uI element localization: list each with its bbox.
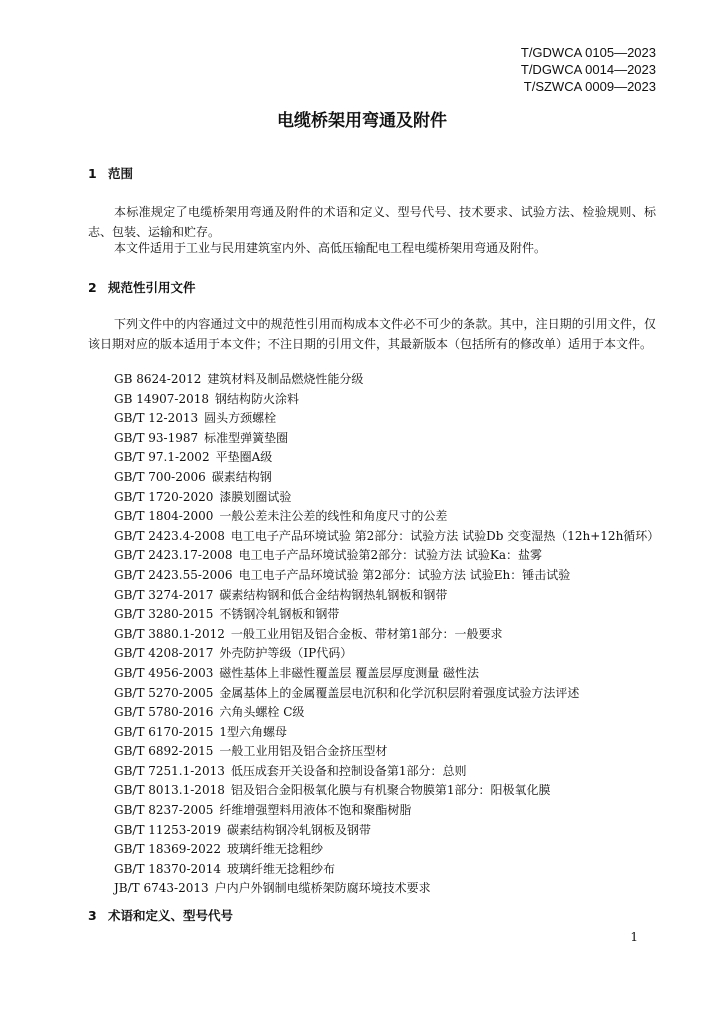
reference-code: GB/T 8237-2005 bbox=[114, 803, 214, 818]
reference-item bbox=[114, 546, 659, 566]
reference-code: GB/T 93-1987 bbox=[114, 430, 199, 445]
reference-title: 一般公差未注公差的线性和角度尺寸的公差 bbox=[219, 509, 448, 524]
reference-item bbox=[114, 801, 659, 821]
reference-title: 1型六角螺母 bbox=[219, 724, 288, 739]
reference-code: GB/T 7251.1-2013 bbox=[114, 763, 225, 778]
reference-item bbox=[114, 664, 659, 684]
section-number: 2 bbox=[88, 280, 97, 295]
reference-title: 钢结构防火涂料 bbox=[215, 391, 300, 406]
reference-title: 建筑材料及制品燃烧性能分级 bbox=[207, 372, 364, 386]
reference-item bbox=[114, 468, 659, 488]
reference-item bbox=[114, 781, 659, 801]
reference-title: 碳素结构钢和低合金结构钢热轧钢板和钢带 bbox=[219, 587, 448, 602]
reference-code: GB/T 4956-2003 bbox=[114, 665, 214, 680]
reference-item bbox=[114, 723, 659, 743]
reference-code: GB/T 18370-2014 bbox=[114, 861, 222, 876]
reference-code: GB/T 3280-2015 bbox=[114, 607, 214, 622]
reference-item bbox=[114, 566, 659, 586]
normative-intro-paragraph: 下列文件中的内容通过文中的规范性引用而构成本文件必不可少的条款。其中，注日期的引用文件，仅该日期对应的版本适用于本文件；不注日期的引用文件，其最新版本（包括所有的修改单）适用于本文件。 bbox=[88, 317, 656, 351]
reference-code: GB/T 2423.55-2006 bbox=[114, 567, 233, 582]
standard-code: T/GDWCA 0105—2023 bbox=[520, 45, 656, 60]
reference-code: GB/T 8013.1-2018 bbox=[114, 783, 225, 798]
reference-item bbox=[114, 409, 659, 429]
section-heading-normative-references bbox=[88, 278, 196, 296]
reference-title: 六角头螺栓 C级 bbox=[219, 705, 305, 720]
reference-item bbox=[114, 644, 659, 664]
reference-item bbox=[114, 703, 659, 723]
document-title: 电缆桥架用弯通及附件 bbox=[277, 111, 447, 131]
reference-code: GB/T 11253-2019 bbox=[114, 822, 222, 837]
reference-title: 铝及铝合金阳极氧化膜与有机聚合物膜第1部分：阳极氧化膜 bbox=[230, 783, 551, 798]
reference-item bbox=[114, 625, 659, 645]
section-title: 范围 bbox=[108, 166, 134, 181]
reference-code: GB/T 12-2013 bbox=[114, 411, 199, 426]
reference-item bbox=[114, 390, 659, 410]
reference-code: GB/T 4208-2017 bbox=[114, 646, 214, 661]
reference-title: 一般工业用铝及铝合金板、带材第1部分：一般要求 bbox=[230, 626, 503, 641]
reference-title: 金属基体上的金属覆盖层电沉积和化学沉积层附着强度试验方法评述 bbox=[219, 685, 580, 700]
reference-title: 圆头方颈螺栓 bbox=[204, 411, 277, 426]
reference-title: 电工电子产品环境试验第2部分：试验方法 试验Ka：盐雾 bbox=[238, 548, 543, 563]
reference-code: GB/T 6892-2015 bbox=[114, 744, 214, 759]
reference-title: 不锈钢冷轧钢板和钢带 bbox=[219, 607, 340, 622]
reference-title: 户内户外钢制电缆桥架防腐环境技术要求 bbox=[214, 881, 431, 896]
reference-title: 玻璃纤维无捻粗纱 bbox=[227, 842, 324, 857]
reference-title: 漆膜划圈试验 bbox=[219, 489, 292, 504]
reference-title: 碳素结构钢冷轧钢板及钢带 bbox=[227, 822, 372, 837]
reference-code: GB/T 6170-2015 bbox=[114, 724, 214, 739]
reference-title: 低压成套开关设备和控制设备第1部分：总则 bbox=[230, 763, 467, 778]
reference-item bbox=[114, 742, 659, 762]
reference-code: GB/T 18369-2022 bbox=[114, 842, 222, 857]
reference-title: 一般工业用铝及铝合金挤压型材 bbox=[219, 744, 388, 759]
reference-code: GB/T 3880.1-2012 bbox=[114, 626, 225, 641]
reference-code: GB/T 97.1-2002 bbox=[114, 450, 210, 465]
reference-list bbox=[114, 370, 659, 899]
reference-item bbox=[114, 821, 659, 841]
section-number: 1 bbox=[88, 166, 97, 181]
reference-code: GB/T 1720-2020 bbox=[114, 489, 214, 504]
reference-item bbox=[114, 429, 659, 449]
reference-item bbox=[114, 762, 659, 782]
reference-code: GB/T 1804-2000 bbox=[114, 509, 214, 524]
reference-item bbox=[114, 860, 659, 880]
standard-codes bbox=[521, 44, 656, 95]
reference-code: GB/T 5270-2005 bbox=[114, 685, 214, 700]
page-number: 1 bbox=[630, 930, 638, 944]
section-heading-terms bbox=[88, 906, 233, 924]
section-title: 规范性引用文件 bbox=[108, 280, 196, 295]
reference-item bbox=[114, 370, 659, 390]
reference-item bbox=[114, 879, 659, 899]
reference-item bbox=[114, 586, 659, 606]
reference-code: GB/T 5780-2016 bbox=[114, 705, 214, 720]
scope-paragraph: 本标准规定了电缆桥架用弯通及附件的术语和定义、型号代号、技术要求、试验方法、检验规则、标志、包装、运输和贮存。 bbox=[88, 205, 656, 239]
reference-title: 磁性基体上非磁性覆盖层 覆盖层厚度测量 磁性法 bbox=[219, 665, 480, 680]
reference-title: 标准型弹簧垫圈 bbox=[204, 430, 289, 445]
reference-code: GB/T 3274-2017 bbox=[114, 587, 214, 602]
section-title: 术语和定义、型号代号 bbox=[108, 908, 234, 923]
reference-title: 玻璃纤维无捻粗纱布 bbox=[227, 861, 336, 876]
reference-item bbox=[114, 448, 659, 468]
reference-title: 平垫圈A级 bbox=[215, 450, 273, 465]
scope-applicability-paragraph: 本文件适用于工业与民用建筑室内外、高低压输配电工程电缆桥架用弯通及附件。 bbox=[114, 241, 547, 255]
reference-code: JB/T 6743-2013 bbox=[114, 881, 209, 896]
reference-title: 外壳防护等级（IP代码） bbox=[219, 646, 353, 661]
standard-code: T/DGWCA 0014—2023 bbox=[520, 62, 656, 77]
section-heading-scope bbox=[88, 164, 133, 182]
reference-title: 电工电子产品环境试验 第2部分：试验方法 试验Db 交变湿热（12h+12h循环） bbox=[230, 528, 660, 543]
reference-title: 电工电子产品环境试验 第2部分：试验方法 试验Eh：锤击试验 bbox=[238, 567, 571, 582]
reference-title: 纤维增强塑料用液体不饱和聚酯树脂 bbox=[219, 803, 412, 818]
reference-title: 碳素结构钢 bbox=[211, 469, 272, 484]
reference-item bbox=[114, 684, 659, 704]
section-number: 3 bbox=[88, 908, 97, 923]
reference-item bbox=[114, 840, 659, 860]
reference-item bbox=[114, 527, 659, 547]
reference-item bbox=[114, 605, 659, 625]
reference-item bbox=[114, 488, 659, 508]
reference-item bbox=[114, 507, 659, 527]
reference-code: GB/T 2423.17-2008 bbox=[114, 548, 233, 563]
reference-code: GB 14907-2018 bbox=[114, 391, 209, 406]
reference-code: GB/T 2423.4-2008 bbox=[114, 528, 225, 543]
standard-code: T/SZWCA 0009—2023 bbox=[523, 79, 656, 94]
reference-code: GB/T 700-2006 bbox=[114, 469, 206, 484]
reference-code: GB 8624-2012 bbox=[114, 372, 202, 386]
